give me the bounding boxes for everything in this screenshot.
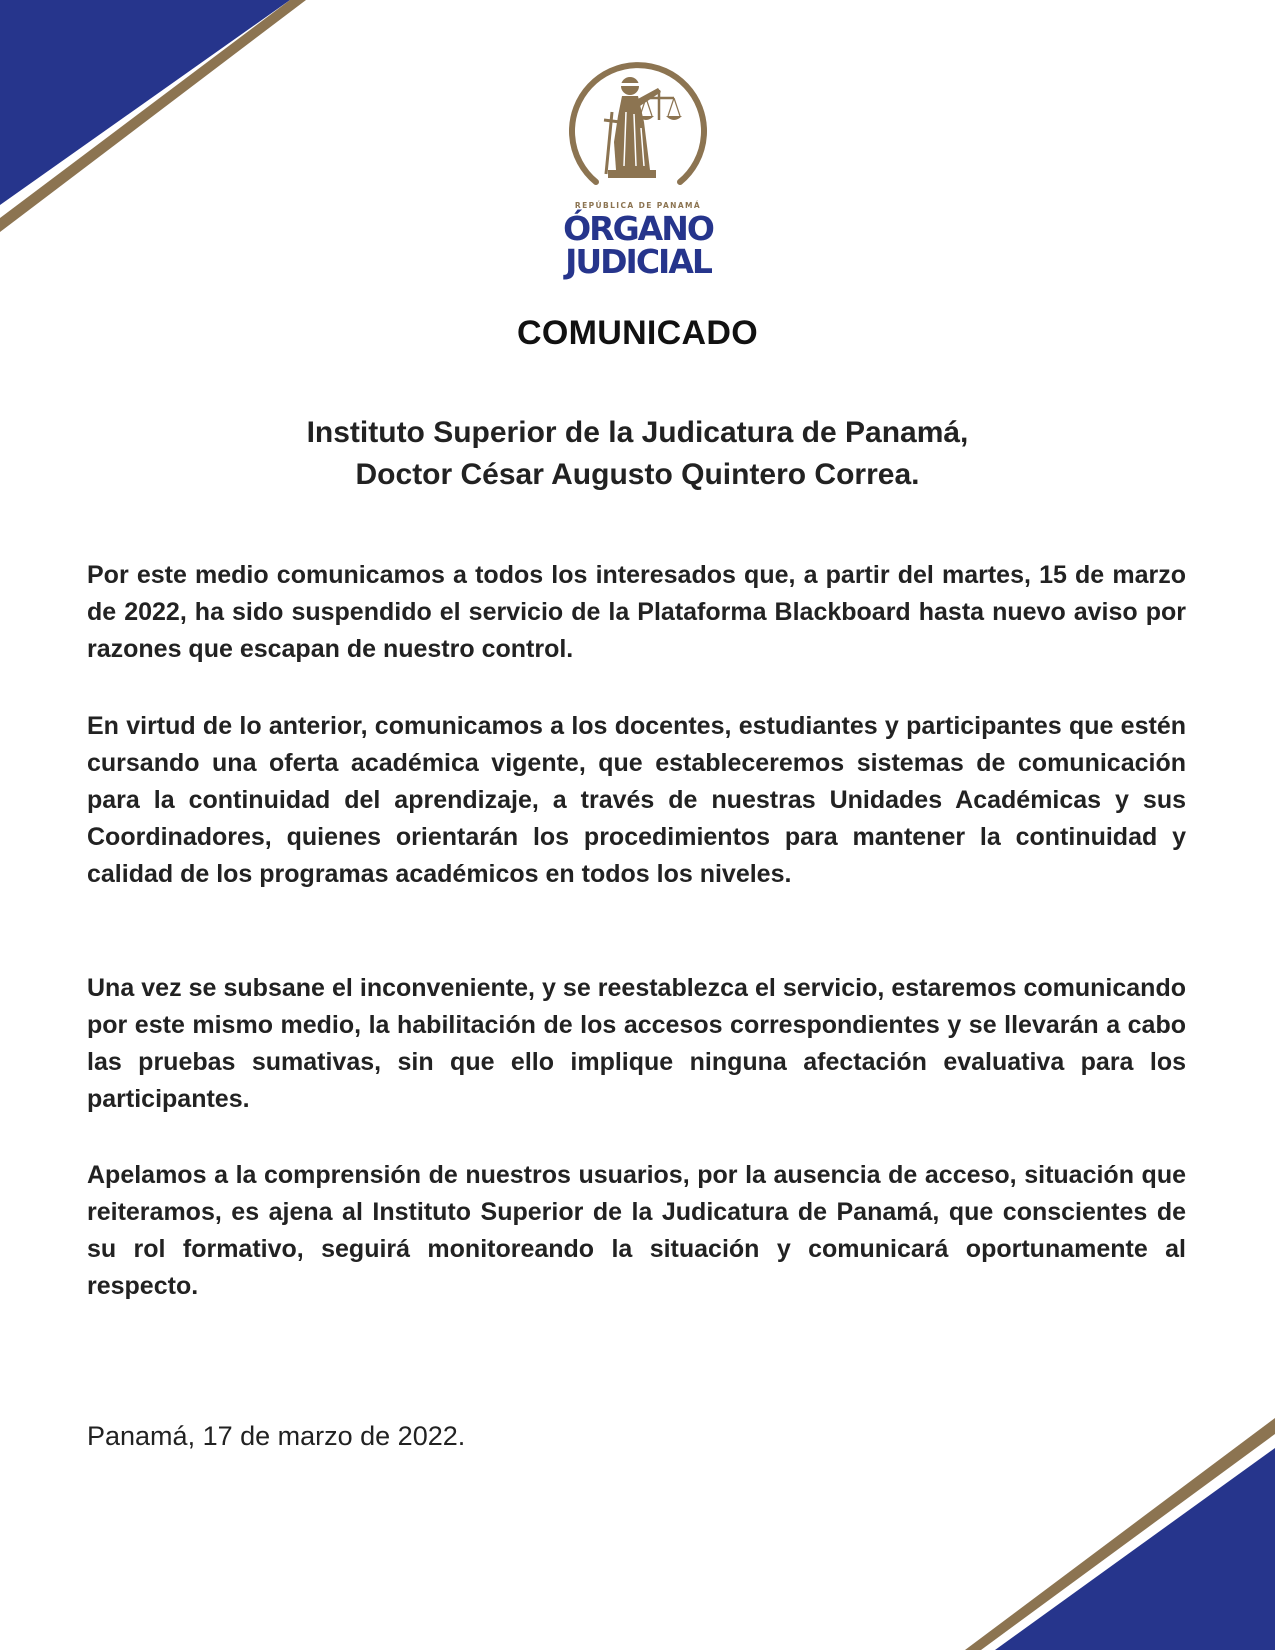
logo-judicial-text: JUDICIAL [565, 242, 711, 281]
organo-judicial-logo [556, 38, 720, 281]
bottom-right-corner-decoration [965, 1418, 1275, 1650]
institution-name-line-2: Doctor César Augusto Quintero Correa. [355, 458, 920, 491]
logo-organo-text: ÓRGANO [563, 209, 713, 248]
body-paragraph-2: En virtud de lo anterior, comunicamos a los docentes, estudiantes y participantes que estén cursando una oferta académica vigente, que estableceremos sistemas de comunicación para la continuidad del aprendizaje, a través de nuestras Unidades Académicas y sus Coordinadores, quienes orientarán los procedimientos para mantener la continuidad y calidad de los programas académicos en todos los niveles. [87, 712, 1186, 888]
body-paragraph-3: Una vez se subsane el inconveniente, y se reestablezca el servicio, estaremos comunicando por este mismo medio, la habilitación de los accesos correspondientes y se llevarán a cabo las pruebas sumativas, sin que ello implique ninguna afectación evaluativa para los participantes. [87, 974, 1186, 1113]
top-left-corner-decoration [0, 0, 310, 232]
body-paragraph-4: Apelamos a la comprensión de nuestros usuarios, por la ausencia de acceso, situación que reiteramos, es ajena al Instituto Superior de la Judicatura de Panamá, que conscientes de su rol formativo, seguirá monitoreando la situación y comunicará oportunamente al respecto. [87, 1161, 1186, 1300]
logo-republic-text: REPÚBLICA DE PANAMÁ [574, 201, 702, 210]
institution-name-line-1: Instituto Superior de la Judicatura de Panamá, [306, 416, 969, 449]
date-line: Panamá, 17 de marzo de 2022. [87, 1421, 466, 1451]
lady-justice-icon [566, 42, 710, 198]
body-paragraph-1: Por este medio comunicamos a todos los interesados que, a partir del martes, 15 de marzo de 2022, ha sido suspendido el servicio de la Plataforma Blackboard hasta nuevo aviso por razones que escapan de nuestro control. [87, 561, 1186, 663]
document-title: COMUNICADO [517, 314, 758, 352]
